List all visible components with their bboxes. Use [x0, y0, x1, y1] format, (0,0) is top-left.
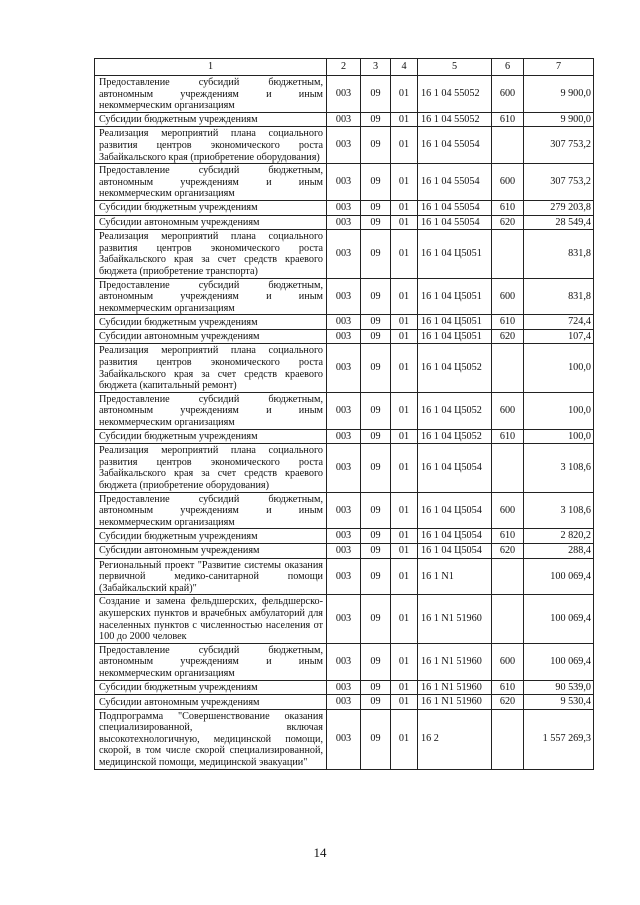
cell-section: 09: [361, 112, 391, 127]
cell-name: Предоставление субсидий бюджетным, автономным учреждениям и иным некоммерческим организациям: [95, 392, 327, 429]
cell-target: 16 1 04 Ц5052: [418, 344, 492, 392]
cell-ministry: 003: [327, 112, 361, 127]
cell-expense-type: 610: [492, 315, 524, 330]
cell-subsection: 01: [391, 695, 418, 710]
cell-ministry: 003: [327, 709, 361, 769]
cell-amount: 3 108,6: [524, 444, 594, 492]
cell-name: Реализация мероприятий плана социального развития центров экономического роста Забайкальского края за счет средств краевого бюджета (приобретение транспорта): [95, 230, 327, 278]
cell-target: 16 1 04 Ц5054: [418, 444, 492, 492]
cell-amount: 9 900,0: [524, 112, 594, 127]
cell-ministry: 003: [327, 200, 361, 215]
cell-amount: 3 108,6: [524, 492, 594, 529]
col-header-section: 3: [361, 59, 391, 76]
cell-target: 16 1 04 Ц5054: [418, 529, 492, 544]
cell-expense-type: 600: [492, 492, 524, 529]
cell-section: 09: [361, 329, 391, 344]
cell-target: 16 1 04 Ц5052: [418, 392, 492, 429]
cell-expense-type: [492, 558, 524, 595]
cell-target: 16 1 N1 51960: [418, 595, 492, 643]
table-row: [95, 127, 594, 164]
cell-ministry: 003: [327, 215, 361, 230]
table-row: [95, 215, 594, 230]
cell-ministry: 003: [327, 76, 361, 113]
cell-amount: 100 069,4: [524, 558, 594, 595]
cell-amount: 9 900,0: [524, 76, 594, 113]
cell-expense-type: 620: [492, 215, 524, 230]
cell-name: Реализация мероприятий плана социального развития центров экономического роста Забайкальского края (приобретение оборудования): [95, 127, 327, 164]
cell-ministry: 003: [327, 315, 361, 330]
cell-section: 09: [361, 278, 391, 315]
cell-amount: 307 753,2: [524, 164, 594, 201]
cell-ministry: 003: [327, 492, 361, 529]
cell-ministry: 003: [327, 595, 361, 643]
cell-target: 16 1 04 Ц5054: [418, 492, 492, 529]
cell-subsection: 01: [391, 444, 418, 492]
col-header-amount: 7: [524, 59, 594, 76]
table-row: [95, 112, 594, 127]
cell-ministry: 003: [327, 278, 361, 315]
cell-expense-type: 610: [492, 429, 524, 444]
cell-name: Субсидии бюджетным учреждениям: [95, 315, 327, 330]
cell-target: 16 1 04 55054: [418, 200, 492, 215]
cell-name: Субсидии бюджетным учреждениям: [95, 680, 327, 695]
cell-section: 09: [361, 595, 391, 643]
cell-amount: 2 820,2: [524, 529, 594, 544]
cell-amount: 28 549,4: [524, 215, 594, 230]
cell-target: 16 2: [418, 709, 492, 769]
cell-expense-type: [492, 444, 524, 492]
cell-amount: 279 203,8: [524, 200, 594, 215]
cell-subsection: 01: [391, 543, 418, 558]
cell-name: Региональный проект "Развитие системы оказания первичной медико-санитарной помощи (Забайкальский край)": [95, 558, 327, 595]
table-row: [95, 595, 594, 643]
cell-subsection: 01: [391, 127, 418, 164]
cell-section: 09: [361, 76, 391, 113]
cell-ministry: 003: [327, 230, 361, 278]
cell-subsection: 01: [391, 492, 418, 529]
cell-subsection: 01: [391, 680, 418, 695]
cell-amount: 100 069,4: [524, 643, 594, 680]
table-row: [95, 315, 594, 330]
cell-amount: 1 557 269,3: [524, 709, 594, 769]
cell-ministry: 003: [327, 429, 361, 444]
cell-target: 16 1 N1 51960: [418, 680, 492, 695]
cell-section: 09: [361, 695, 391, 710]
table-row: [95, 543, 594, 558]
cell-expense-type: [492, 230, 524, 278]
cell-name: Подпрограмма "Совершенствование оказания специализированной, включая высокотехнологичную, медицинской помощи, скорой, в том числе скорой специализированной, медицинской помощи, медицинской эвакуации": [95, 709, 327, 769]
table-row: [95, 643, 594, 680]
cell-target: 16 1 04 55052: [418, 112, 492, 127]
cell-subsection: 01: [391, 76, 418, 113]
cell-amount: 724,4: [524, 315, 594, 330]
cell-target: 16 1 04 55054: [418, 215, 492, 230]
col-header-subsection: 4: [391, 59, 418, 76]
page-number: 14: [313, 845, 327, 860]
cell-name: Субсидии бюджетным учреждениям: [95, 200, 327, 215]
cell-subsection: 01: [391, 595, 418, 643]
cell-amount: 100,0: [524, 344, 594, 392]
cell-name: Предоставление субсидий бюджетным, автономным учреждениям и иным некоммерческим организациям: [95, 76, 327, 113]
cell-target: 16 1 04 Ц5051: [418, 230, 492, 278]
cell-target: 16 1 04 Ц5054: [418, 543, 492, 558]
cell-section: 09: [361, 127, 391, 164]
cell-section: 09: [361, 164, 391, 201]
cell-amount: 90 539,0: [524, 680, 594, 695]
cell-target: 16 1 04 Ц5052: [418, 429, 492, 444]
cell-subsection: 01: [391, 278, 418, 315]
col-header-expense-type: 6: [492, 59, 524, 76]
header-row: [95, 59, 594, 76]
cell-amount: 9 530,4: [524, 695, 594, 710]
cell-ministry: 003: [327, 444, 361, 492]
cell-target: 16 1 04 55054: [418, 127, 492, 164]
cell-name: Реализация мероприятий плана социального развития центров экономического роста Забайкальского края за счет средств краевого бюджета (капитальный ремонт): [95, 344, 327, 392]
cell-ministry: 003: [327, 529, 361, 544]
cell-section: 09: [361, 230, 391, 278]
cell-target: 16 1 N1: [418, 558, 492, 595]
cell-name: Предоставление субсидий бюджетным, автономным учреждениям и иным некоммерческим организациям: [95, 492, 327, 529]
cell-ministry: 003: [327, 344, 361, 392]
cell-expense-type: 600: [492, 392, 524, 429]
table-row: [95, 278, 594, 315]
cell-amount: 107,4: [524, 329, 594, 344]
cell-target: 16 1 N1 51960: [418, 643, 492, 680]
table-row: [95, 444, 594, 492]
cell-subsection: 01: [391, 529, 418, 544]
cell-section: 09: [361, 680, 391, 695]
col-header-target: 5: [418, 59, 492, 76]
cell-section: 09: [361, 315, 391, 330]
table-row: [95, 709, 594, 769]
cell-subsection: 01: [391, 643, 418, 680]
cell-expense-type: 610: [492, 112, 524, 127]
cell-ministry: 003: [327, 329, 361, 344]
table-row: [95, 695, 594, 710]
cell-section: 09: [361, 709, 391, 769]
cell-expense-type: 610: [492, 529, 524, 544]
cell-ministry: 003: [327, 392, 361, 429]
cell-ministry: 003: [327, 164, 361, 201]
table-row: [95, 392, 594, 429]
table-row: [95, 558, 594, 595]
table-row: [95, 164, 594, 201]
cell-section: 09: [361, 643, 391, 680]
cell-subsection: 01: [391, 164, 418, 201]
cell-target: 16 1 04 Ц5051: [418, 329, 492, 344]
cell-subsection: 01: [391, 558, 418, 595]
cell-target: 16 1 04 Ц5051: [418, 315, 492, 330]
cell-expense-type: [492, 709, 524, 769]
cell-amount: 307 753,2: [524, 127, 594, 164]
cell-expense-type: 610: [492, 680, 524, 695]
table-row: [95, 429, 594, 444]
cell-subsection: 01: [391, 230, 418, 278]
cell-section: 09: [361, 215, 391, 230]
table-row: [95, 529, 594, 544]
cell-expense-type: 600: [492, 278, 524, 315]
cell-target: 16 1 N1 51960: [418, 695, 492, 710]
cell-amount: 831,8: [524, 278, 594, 315]
cell-ministry: 003: [327, 558, 361, 595]
col-header-ministry: 2: [327, 59, 361, 76]
cell-section: 09: [361, 492, 391, 529]
table-row: [95, 680, 594, 695]
cell-subsection: 01: [391, 429, 418, 444]
cell-name: Субсидии автономным учреждениям: [95, 695, 327, 710]
cell-expense-type: 620: [492, 543, 524, 558]
budget-table: [94, 58, 594, 770]
cell-target: 16 1 04 55054: [418, 164, 492, 201]
cell-section: 09: [361, 392, 391, 429]
cell-name: Субсидии автономным учреждениям: [95, 215, 327, 230]
cell-name: Субсидии автономным учреждениям: [95, 543, 327, 558]
cell-name: Субсидии автономным учреждениям: [95, 329, 327, 344]
cell-target: 16 1 04 Ц5051: [418, 278, 492, 315]
cell-name: Субсидии бюджетным учреждениям: [95, 529, 327, 544]
cell-name: Предоставление субсидий бюджетным, автономным учреждениям и иным некоммерческим организациям: [95, 643, 327, 680]
cell-name: Предоставление субсидий бюджетным, автономным учреждениям и иным некоммерческим организациям: [95, 164, 327, 201]
cell-target: 16 1 04 55052: [418, 76, 492, 113]
cell-amount: 100,0: [524, 392, 594, 429]
table-row: [95, 344, 594, 392]
cell-expense-type: 620: [492, 695, 524, 710]
cell-subsection: 01: [391, 709, 418, 769]
cell-name: Создание и замена фельдшерских, фельдшерско-акушерских пунктов и врачебных амбулаторий для населенных пунктов с численностью населения от 100 до 2000 человек: [95, 595, 327, 643]
cell-expense-type: 610: [492, 200, 524, 215]
cell-subsection: 01: [391, 200, 418, 215]
cell-section: 09: [361, 429, 391, 444]
table-row: [95, 230, 594, 278]
cell-subsection: 01: [391, 392, 418, 429]
cell-subsection: 01: [391, 215, 418, 230]
cell-section: 09: [361, 444, 391, 492]
cell-ministry: 003: [327, 543, 361, 558]
cell-name: Субсидии бюджетным учреждениям: [95, 112, 327, 127]
cell-section: 09: [361, 543, 391, 558]
cell-amount: 100,0: [524, 429, 594, 444]
cell-section: 09: [361, 558, 391, 595]
cell-expense-type: 600: [492, 643, 524, 680]
cell-section: 09: [361, 344, 391, 392]
cell-expense-type: 600: [492, 164, 524, 201]
cell-section: 09: [361, 200, 391, 215]
cell-subsection: 01: [391, 329, 418, 344]
cell-amount: 831,8: [524, 230, 594, 278]
cell-expense-type: [492, 344, 524, 392]
cell-section: 09: [361, 529, 391, 544]
cell-subsection: 01: [391, 315, 418, 330]
cell-ministry: 003: [327, 680, 361, 695]
cell-ministry: 003: [327, 695, 361, 710]
table-row: [95, 76, 594, 113]
col-header-name: 1: [95, 59, 327, 76]
cell-amount: 288,4: [524, 543, 594, 558]
cell-ministry: 003: [327, 643, 361, 680]
cell-name: Субсидии бюджетным учреждениям: [95, 429, 327, 444]
cell-subsection: 01: [391, 344, 418, 392]
cell-name: Реализация мероприятий плана социального развития центров экономического роста Забайкальского края за счет средств краевого бюджета (приобретение оборудования): [95, 444, 327, 492]
cell-expense-type: 600: [492, 76, 524, 113]
cell-subsection: 01: [391, 112, 418, 127]
table-row: [95, 200, 594, 215]
cell-amount: 100 069,4: [524, 595, 594, 643]
cell-expense-type: [492, 595, 524, 643]
table-row: [95, 329, 594, 344]
cell-ministry: 003: [327, 127, 361, 164]
cell-expense-type: 620: [492, 329, 524, 344]
table-row: [95, 492, 594, 529]
cell-name: Предоставление субсидий бюджетным, автономным учреждениям и иным некоммерческим организациям: [95, 278, 327, 315]
cell-expense-type: [492, 127, 524, 164]
